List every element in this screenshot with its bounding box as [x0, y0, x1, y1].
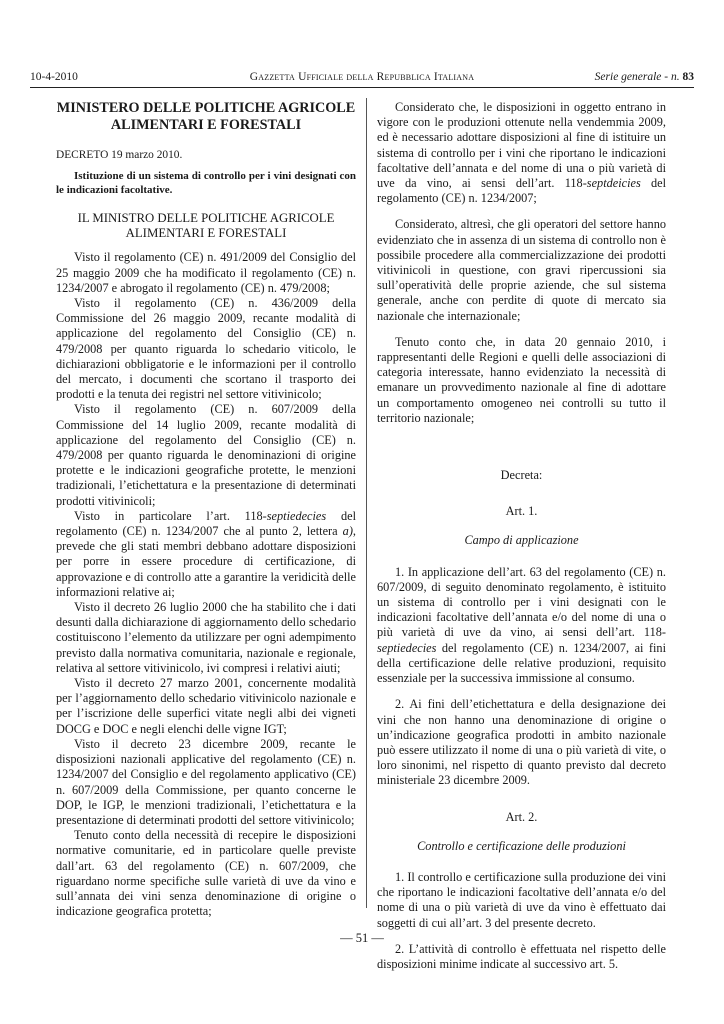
- left-column: [56, 100, 356, 919]
- preamble-paragraph: Visto il regolamento (CE) n. 607/2009 della Commissione del 14 luglio 2009, recante modalità di applicazione del regolamento del Consiglio (CE) n. 479/2008 per quanto riguarda le denominazioni di origine protette e le indicazioni geografiche protette, le menzioni tradizionali, l’etichettatura e la presentazione di determinati prodotti vitivinicoli;: [56, 402, 356, 508]
- text-run-italic: septdeicies: [586, 176, 641, 191]
- series-label: Serie generale - n.: [594, 71, 683, 83]
- series-number: 83: [682, 71, 694, 83]
- article-2-title: Controllo e certificazione delle produzioni: [417, 838, 626, 853]
- header-series: [595, 70, 694, 84]
- ministry-heading: MINISTERO DELLE POLITICHE AGRICOLE ALIMENTARI E FORESTALI: [56, 100, 356, 133]
- article-2-heading: Art. 2.: [505, 809, 538, 824]
- text-run: Visto in particolare l’art. 118-: [74, 508, 267, 523]
- preamble-paragraph: Visto il decreto 23 dicembre 2009, recante le disposizioni nazionali applicative del regolamento (CE) n. 1234/2007 del Consiglio e del regolamento applicativo (CE) n. 607/2009 della Commissione, per quanto concerne le DOP, le IGP, le menzioni tradizionali, l’etichettatura e la presentazione di determinati prodotti del settore vitivinicolo;: [56, 736, 356, 827]
- article-paragraph: 1. Il controllo e certificazione sulla produzione dei vini che riportano le indicazioni facoltative dell’annata e/o del nome di una o più varietà di uve da vino è effettuato dai soggetti di cui all’art. 3 del presente decreto.: [377, 869, 666, 930]
- minister-title: IL MINISTRO DELLE POLITICHE AGRICOLE ALIMENTARI E FORESTALI: [77, 211, 335, 241]
- article-paragraph: 2. Ai fini dell’etichettatura e della designazione dei vini che non hanno una denominazione di origine o un’indicazione geografica prodotti in ambito nazionale può essere utilizzato il nome di una o più varietà di vite, o loro sinonimi, nel rispetto di quanto previsto dal decreto ministeriale 23 dicembre 2009.: [377, 697, 666, 788]
- text-run: , prevede che gli stati membri debbano adottare disposizioni per porre in essere procedure di certificazione, di approvazione e di controllo atte a garantire la veridicità delle informazioni relative ai;: [56, 524, 356, 599]
- preamble-paragraph: Visto il regolamento (CE) n. 436/2009 della Commissione del 26 maggio 2009, recante modalità di applicazione del regolamento del Consiglio (CE) n. 479/2008 per quanto riguarda lo schedario viticolo, le dichiarazioni obbligatorie e le informazioni per il controllo del mercato, i documenti che scortano il trasporto dei prodotti e la tenuta dei registri nel settore vitivinicolo;: [56, 296, 356, 402]
- text-run-italic: septiedecies: [377, 640, 437, 655]
- article-paragraph: [377, 565, 666, 687]
- column-divider: [366, 98, 367, 908]
- preamble-paragraph: Tenuto conto che, in data 20 gennaio 2010, i rappresentanti delle Regioni e quelli delle associazioni di categoria interessate, hanno evidenziato la necessità di emanare un provvedimento nazionale al fine di adottare un comportamento omogeneo nei controlli su tutto il territorio nazionale;: [377, 334, 666, 425]
- text-run-italic: septiedecies: [266, 508, 327, 523]
- text-run: 1. In applicazione dell’art. 63 del regolamento (CE) n. 607/2009, di seguito denominato regolamento, è istituito un sistema di controllo per i vini designati con le indicazioni facoltative dell’annata e/o del nome di una o più varietà di uve da vino, ai sensi dell’art. 118-: [377, 564, 666, 640]
- preamble-paragraph: [377, 100, 666, 206]
- preamble-paragraph: Visto il decreto 26 luglio 2000 che ha stabilito che i dati desunti dalla dichiarazione di aggiornamento dello schedario costituiscono l’elemento da utilizzare per ogni adempimento previsto dalla normativa comunitaria, nazionale e regionale, relativa al settore vitivinicolo, ivi compresi i relativi aiuti;: [56, 600, 356, 675]
- text-run: del regolamento (CE) n. 1234/2007, ai fini della certificazione delle relative produzioni, requisito essenziale per la successiva immissione al consumo.: [377, 640, 666, 686]
- text-run: del regolamento (CE) n. 1234/2007;: [377, 176, 666, 206]
- article-1-title: Campo di applicazione: [464, 533, 579, 548]
- preamble-paragraph: Visto il decreto 27 marzo 2001, concernente modalità per l’aggiornamento dello schedario vitivinicolo nazionale e per l’iscrizione delle superfici vitate negli albi dei vigneti DOCG e DOC e negli elenchi delle vigne IGT;: [56, 676, 356, 736]
- article-1-heading: Art. 1.: [505, 504, 538, 519]
- header-title: Gazzetta Ufficiale della Repubblica Italiana: [249, 71, 475, 83]
- preamble-paragraph: Visto il regolamento (CE) n. 491/2009 del Consiglio del 25 maggio 2009 che ha modificato il regolamento (CE) n. 1234/2007 e abrogato il regolamento (CE) n. 479/2008;: [56, 250, 356, 295]
- text-run: del regolamento (CE) n. 1234/2007 che al punto 2, lettera: [56, 508, 356, 539]
- right-column: [377, 100, 666, 972]
- text-run-italic: a): [342, 524, 353, 539]
- decreta-heading: Decreta:: [500, 468, 543, 483]
- decree-date: DECRETO 19 marzo 2010.: [56, 149, 183, 161]
- decree-subject: Istituzione di un sistema di controllo per i vini designati con le indicazioni facoltative.: [56, 170, 356, 196]
- text-run: Considerato che, le disposizioni in oggetto entrano in vigore con le produzioni ottenute nella vendemmia 2009, ed è necessario adottare disposizioni al fine di istituire un sistema di controllo per i vini che riportano le indicazioni facoltative dell’annata e del nome di una o più varietà di uve da vino, ai sensi dell’art. 118-: [377, 100, 666, 191]
- page-number: — 51 —: [340, 931, 384, 945]
- preamble-paragraph: Tenuto conto della necessità di recepire le disposizioni normative comunitarie, ed in particolare quelle previste dall’art. 63 del regolamento (CE) n. 607/2009, che riguardano norme specifiche sulle varietà di uve da vino e sull’annata dei vini senza denominazione di origine o indicazione geografica protetta;: [56, 828, 356, 919]
- header-rule: [30, 87, 694, 88]
- header-date: 10-4-2010: [30, 71, 78, 83]
- preamble-paragraph: [56, 509, 356, 600]
- preamble-paragraph: Considerato, altresì, che gli operatori del settore hanno evidenziato che in assenza di un sistema di controllo non è possibile procedere alla commercializzazione dei prodotti vitivinicoli in questione, con gravi ripercussioni sia sull’operatività delle proprie aziende, che sul sistema generale, anche con perdite di quote di mercato sia nazionale che internazionale;: [377, 217, 666, 323]
- article-paragraph: 2. L’attività di controllo è effettuata nel rispetto delle disposizioni minime indicate al successivo art. 5.: [377, 941, 666, 971]
